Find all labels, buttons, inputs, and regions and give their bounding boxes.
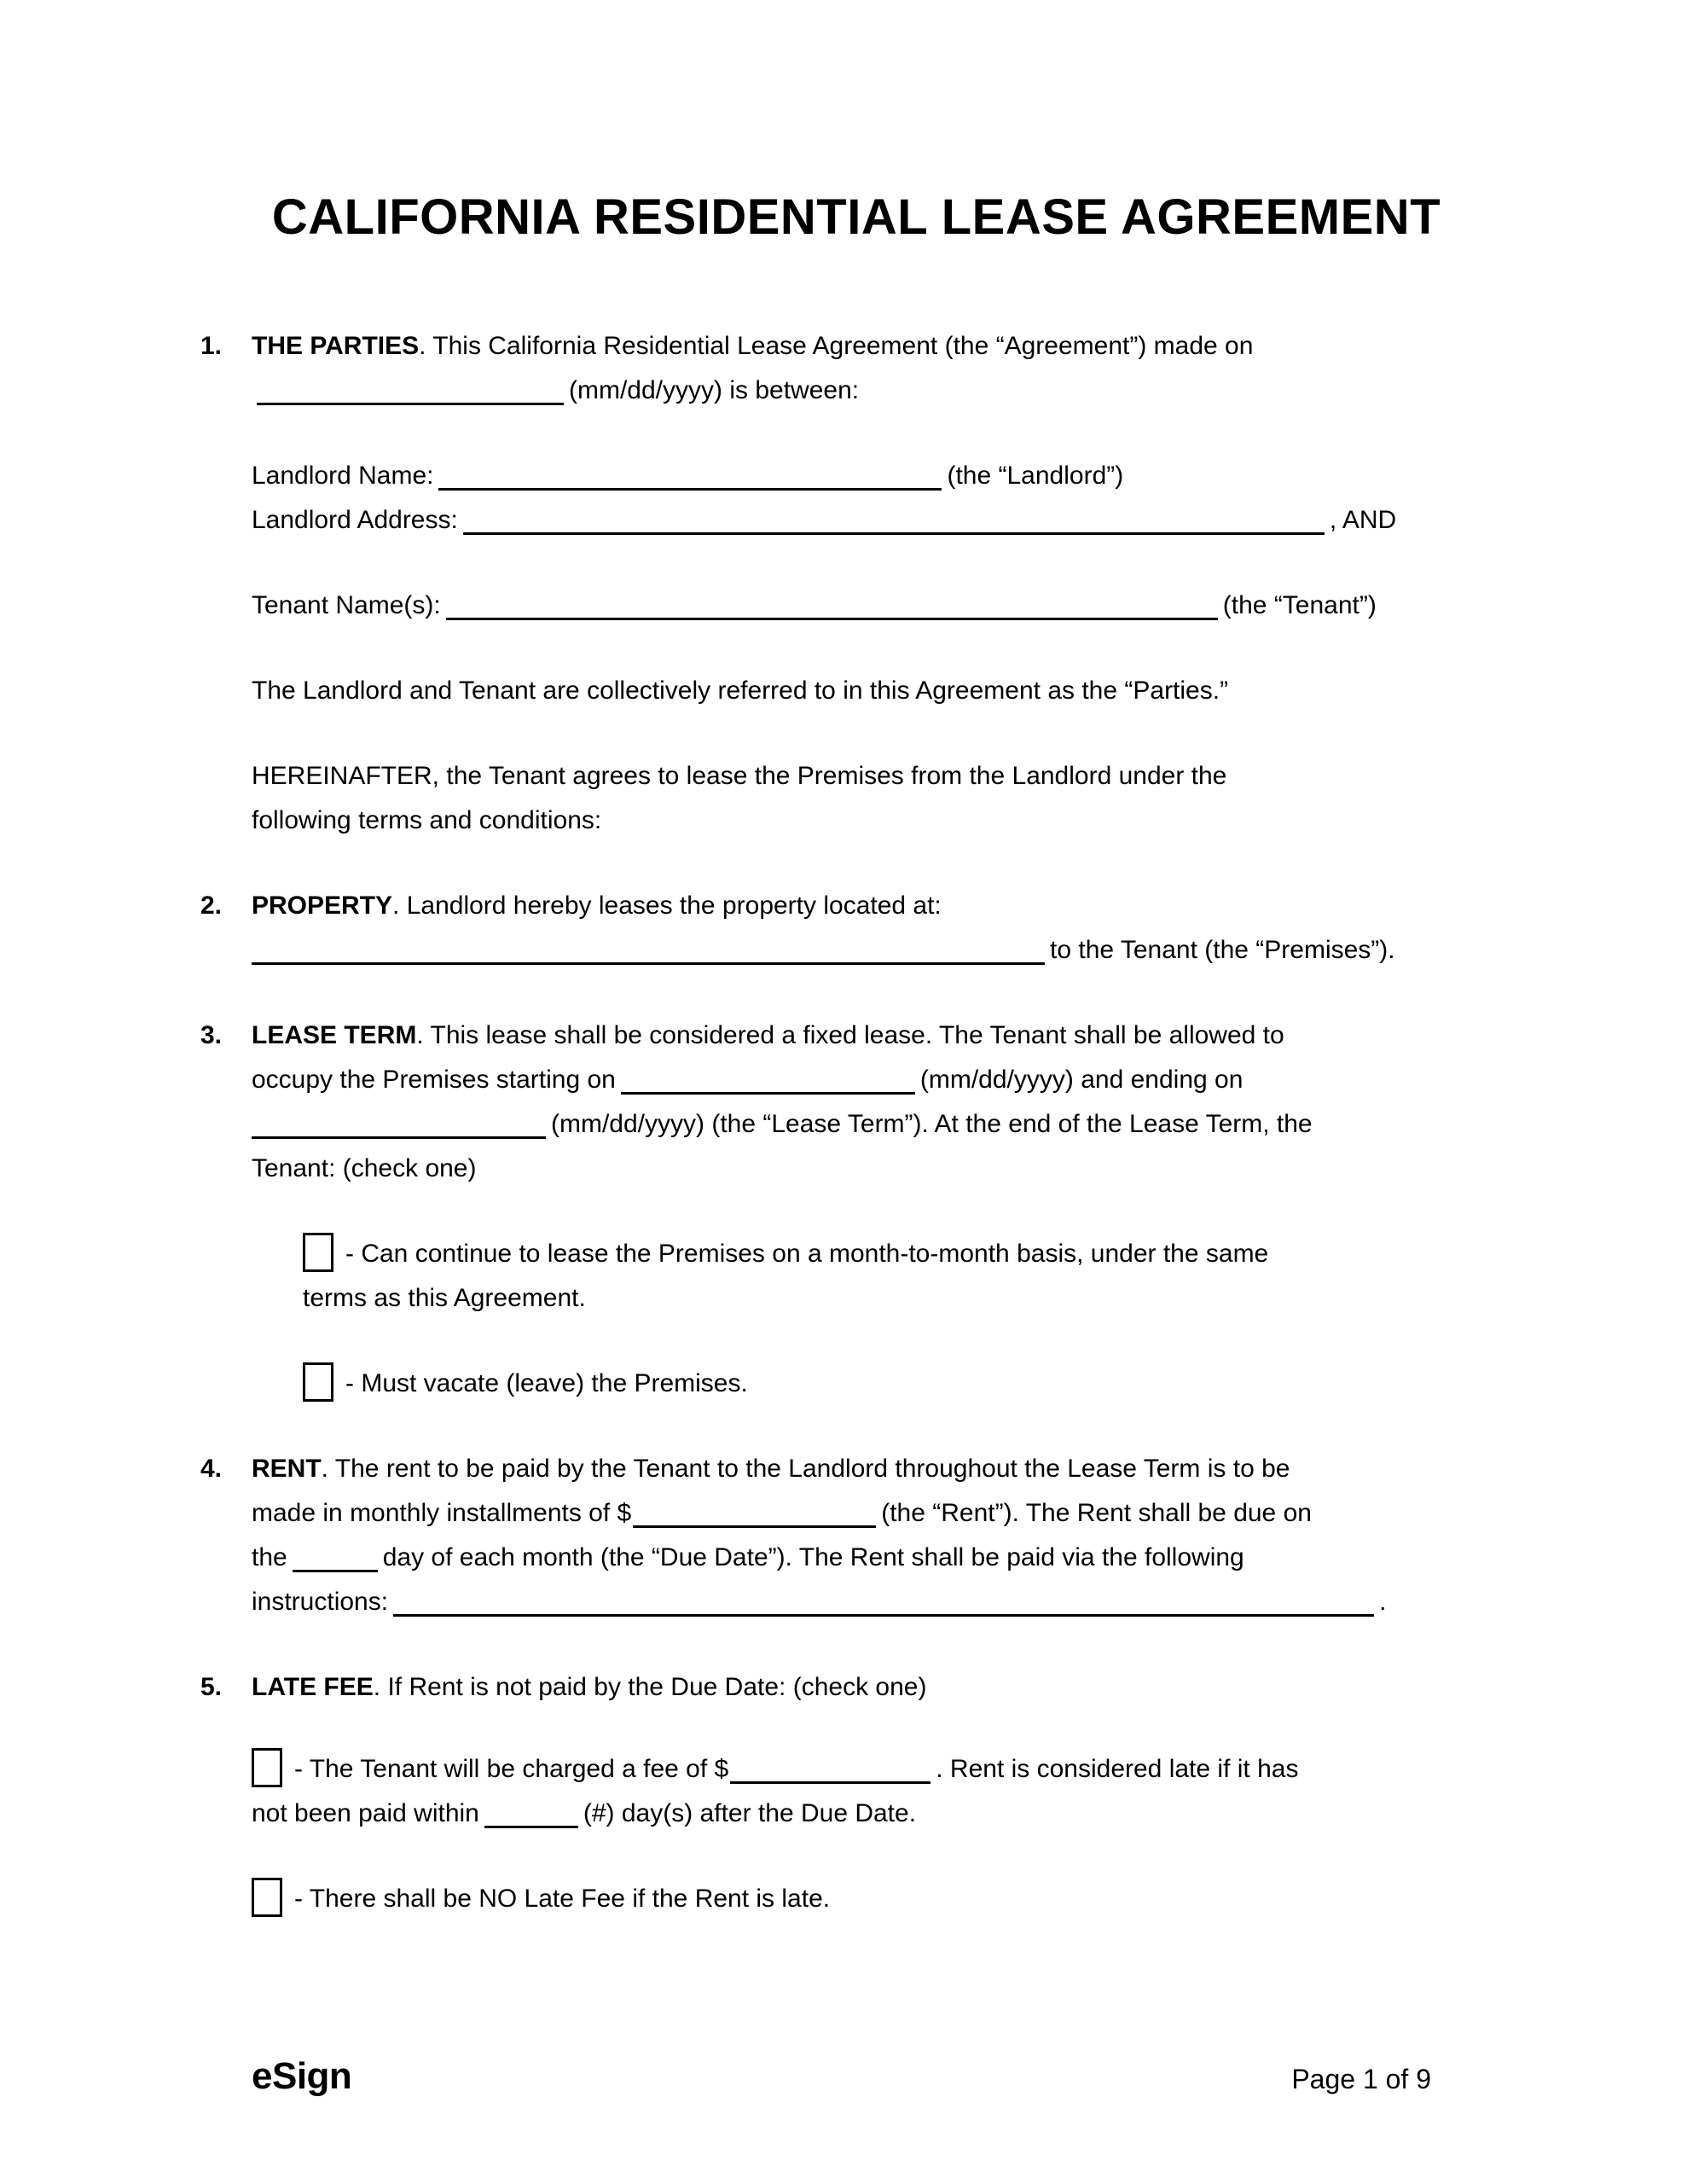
section-number: 4. bbox=[200, 1455, 223, 1483]
section-4-line-3b: day of each month (the “Due Date”). The Rent shall be paid via the following bbox=[382, 1543, 1244, 1571]
checkbox-continue-month-to-month[interactable] bbox=[303, 1233, 333, 1272]
section-2-text: . Landlord hereby leases the property located at: bbox=[392, 892, 942, 920]
landlord-block bbox=[252, 454, 1512, 543]
agreement-date-field[interactable] bbox=[257, 372, 564, 405]
section-3-line-1: . This lease shall be considered a fixed lease. The Tenant shall be allowed to bbox=[416, 1021, 1284, 1049]
page-number: Page 1 of 9 bbox=[1291, 2064, 1431, 2094]
lease-term-option-continue bbox=[303, 1232, 1512, 1321]
section-heading: LATE FEE bbox=[252, 1673, 374, 1701]
hereinafter-line-1: HEREINAFTER, the Tenant agrees to lease the Premises from the Landlord under the bbox=[252, 762, 1227, 790]
rent-amount-field[interactable] bbox=[633, 1495, 876, 1528]
late-fee-option-charged bbox=[252, 1747, 1512, 1836]
lease-term-option-vacate bbox=[303, 1362, 1512, 1406]
esign-logo: eSign bbox=[252, 2055, 352, 2097]
tenant-name-field[interactable] bbox=[446, 587, 1218, 620]
section-number: 1. bbox=[200, 332, 223, 360]
section-heading: RENT bbox=[252, 1455, 322, 1483]
checkbox-late-fee-charged[interactable] bbox=[252, 1748, 282, 1787]
section-5-body bbox=[252, 1665, 1512, 1710]
section-heading: LEASE TERM bbox=[252, 1021, 417, 1049]
section-3-line-2b: (mm/dd/yyyy) and ending on bbox=[919, 1066, 1244, 1094]
section-heading: THE PARTIES bbox=[252, 332, 420, 360]
late-fee-line-1b: . Rent is considered late if it has bbox=[936, 1755, 1299, 1783]
section-2-body bbox=[252, 884, 1512, 973]
section-4-rent bbox=[200, 1447, 1512, 1624]
section-3-line-4: Tenant: (check one) bbox=[252, 1154, 477, 1182]
section-4-line-4b: . bbox=[1379, 1588, 1387, 1616]
section-1-text-2: (mm/dd/yyyy) is between: bbox=[569, 376, 860, 404]
section-heading: PROPERTY bbox=[252, 892, 393, 920]
document-title: CALIFORNIA RESIDENTIAL LEASE AGREEMENT bbox=[271, 189, 1441, 245]
landlord-address-suffix: , AND bbox=[1329, 506, 1397, 534]
late-fee-amount-field[interactable] bbox=[730, 1751, 930, 1784]
section-3-body bbox=[252, 1014, 1512, 1191]
section-number: 3. bbox=[200, 1021, 223, 1049]
section-2-property bbox=[200, 884, 1512, 973]
lease-start-date-field[interactable] bbox=[621, 1061, 915, 1095]
option-vacate-text: - Must vacate (leave) the Premises. bbox=[345, 1369, 748, 1397]
hereinafter-line-2: following terms and conditions: bbox=[252, 806, 602, 834]
late-fee-line-2b: (#) day(s) after the Due Date. bbox=[583, 1799, 917, 1827]
tenant-name-suffix: (the “Tenant”) bbox=[1222, 591, 1377, 619]
section-1-the-parties bbox=[200, 324, 1512, 413]
property-address-field[interactable] bbox=[252, 932, 1045, 965]
page-footer bbox=[252, 2054, 1431, 2101]
no-late-fee-text: - There shall be NO Late Fee if the Rent is late. bbox=[294, 1885, 831, 1913]
due-day-field[interactable] bbox=[293, 1539, 378, 1572]
section-3-lease-term bbox=[200, 1014, 1512, 1191]
checkbox-no-late-fee[interactable] bbox=[252, 1878, 282, 1917]
section-1-body bbox=[252, 324, 1512, 413]
section-3-line-2a: occupy the Premises starting on bbox=[252, 1066, 616, 1094]
parties-note: The Landlord and Tenant are collectively referred to in this Agreement as the “Parties.” bbox=[252, 677, 1229, 705]
payment-instructions-field[interactable] bbox=[393, 1583, 1374, 1617]
section-4-line-2a: made in monthly installments of $ bbox=[252, 1499, 632, 1527]
late-fee-days-field[interactable] bbox=[484, 1795, 578, 1828]
late-fee-option-none bbox=[252, 1877, 1512, 1921]
section-4-line-3a: the bbox=[252, 1543, 287, 1571]
landlord-name-suffix: (the “Landlord”) bbox=[947, 462, 1124, 490]
late-fee-line-2a: not been paid within bbox=[252, 1799, 479, 1827]
section-5-late-fee bbox=[200, 1665, 1512, 1710]
landlord-address-field[interactable] bbox=[463, 502, 1325, 535]
option-continue-line-1: - Can continue to lease the Premises on a month-to-month basis, under the same bbox=[345, 1240, 1269, 1268]
option-continue-line-2: terms as this Agreement. bbox=[303, 1284, 586, 1312]
section-4-line-2b: (the “Rent”). The Rent shall be due on bbox=[881, 1499, 1312, 1527]
section-5-text: . If Rent is not paid by the Due Date: (check one) bbox=[373, 1673, 927, 1701]
section-2-text-2: to the Tenant (the “Premises”). bbox=[1050, 936, 1395, 964]
late-fee-line-1a: - The Tenant will be charged a fee of $ bbox=[294, 1755, 729, 1783]
lease-end-date-field[interactable] bbox=[252, 1106, 546, 1139]
section-number: 5. bbox=[200, 1673, 223, 1701]
landlord-address-label: Landlord Address: bbox=[252, 506, 458, 534]
tenant-name-label: Tenant Name(s): bbox=[252, 591, 441, 619]
section-4-line-1: . The rent to be paid by the Tenant to the Landlord throughout the Lease Term is to be bbox=[321, 1455, 1290, 1483]
checkbox-must-vacate[interactable] bbox=[303, 1362, 333, 1402]
landlord-name-field[interactable] bbox=[438, 457, 942, 491]
section-4-body bbox=[252, 1447, 1512, 1624]
hereinafter-paragraph bbox=[252, 754, 1512, 843]
section-number: 2. bbox=[200, 892, 223, 920]
landlord-name-label: Landlord Name: bbox=[252, 462, 434, 490]
section-3-line-3b: (mm/dd/yyyy) (the “Lease Term”). At the end of the Lease Term, the bbox=[551, 1110, 1313, 1138]
section-1-text: . This California Residential Lease Agreement (the “Agreement”) made on bbox=[419, 332, 1254, 360]
section-4-line-4a: instructions: bbox=[252, 1588, 389, 1616]
tenant-block bbox=[252, 584, 1512, 628]
